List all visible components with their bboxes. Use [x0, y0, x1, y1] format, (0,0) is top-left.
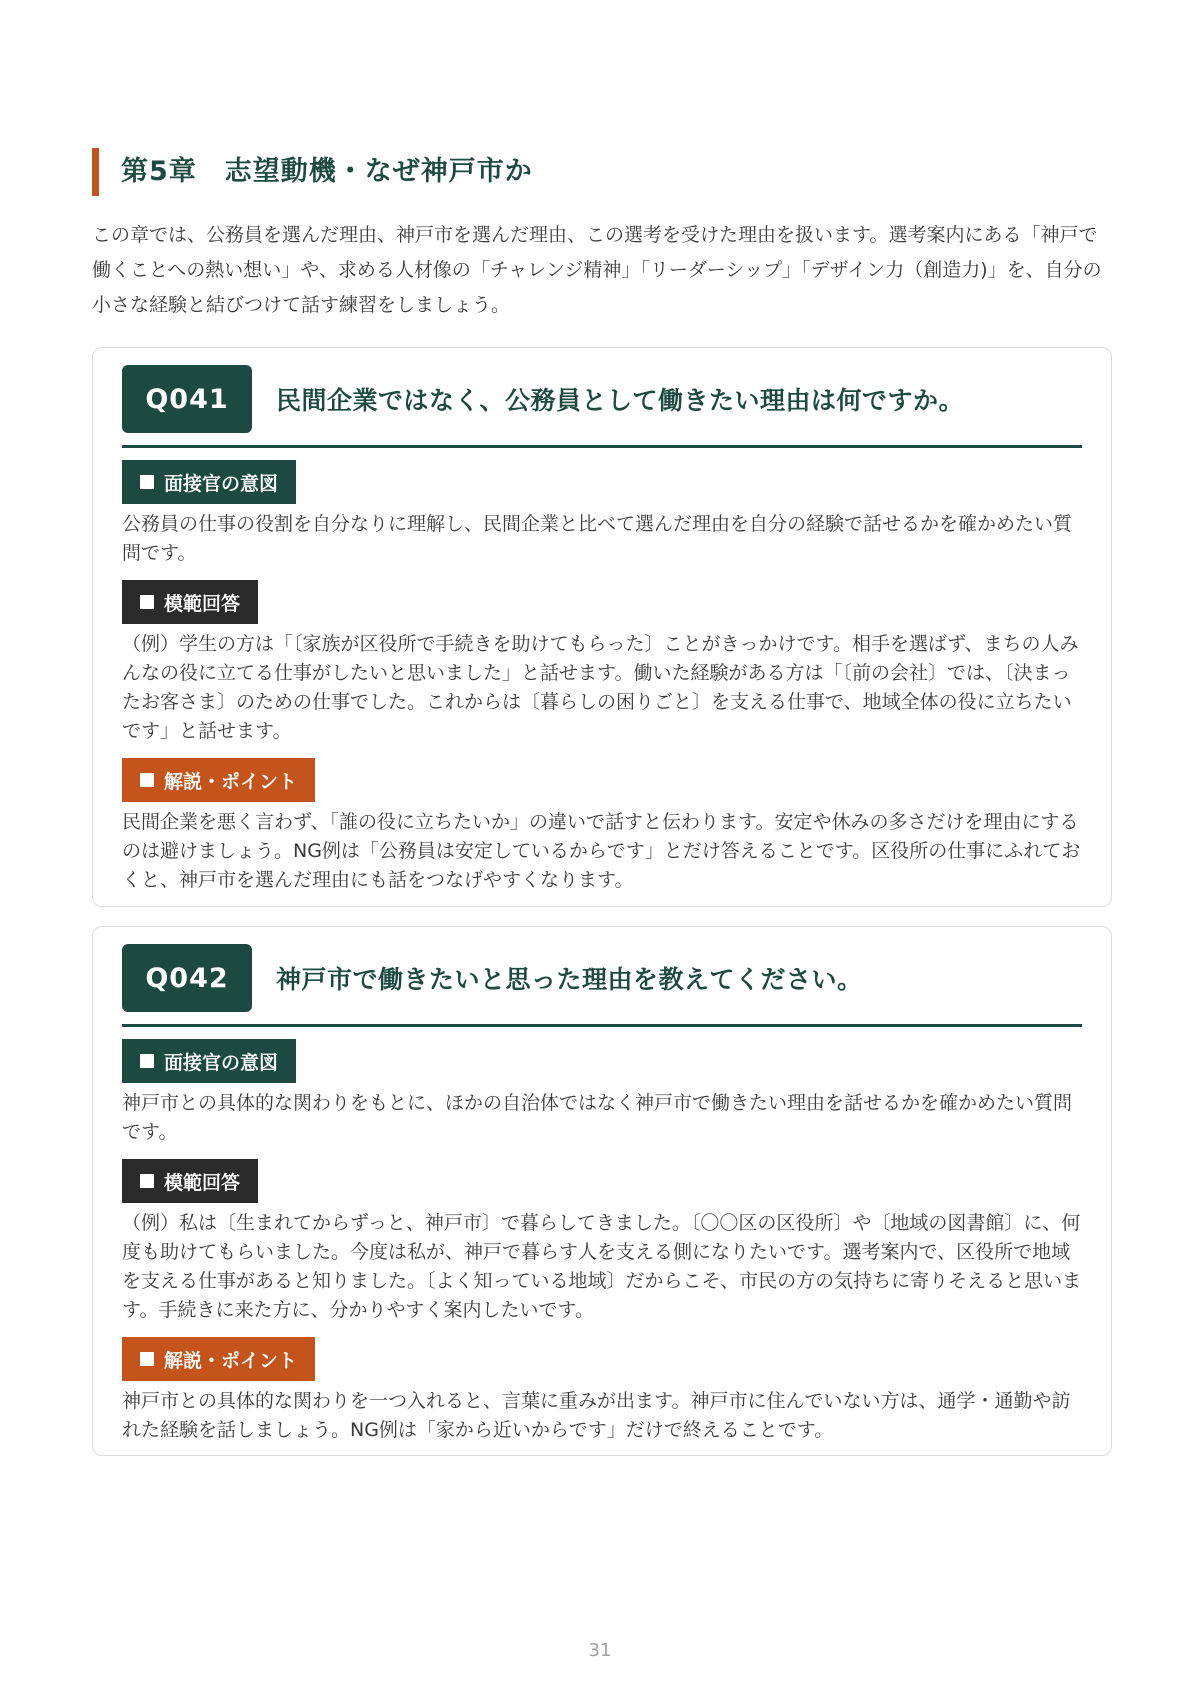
point-label-text: 解説・ポイント — [164, 1349, 298, 1372]
square-bullet-icon — [140, 1174, 154, 1188]
intent-label-text: 面接官の意図 — [164, 472, 279, 495]
model-answer-label — [122, 1159, 258, 1203]
square-bullet-icon — [140, 773, 154, 787]
square-bullet-icon — [140, 595, 154, 609]
point-label-text: 解説・ポイント — [164, 770, 298, 793]
question-text: 神戸市で働きたいと思った理由を教えてください。 — [276, 965, 863, 994]
page-number: 31 — [588, 1640, 612, 1661]
question-number-badge: Q042 — [122, 944, 252, 1012]
model-answer-label-text: 模範回答 — [164, 592, 241, 615]
intent-text: 公務員の仕事の役割を自分なりに理解し、民間企業と比べて選んだ理由を自分の経験で話せるかを確かめたい質問です。 — [122, 513, 1073, 564]
intent-label — [122, 460, 296, 504]
question-number-badge: Q041 — [122, 365, 252, 433]
square-bullet-icon — [140, 1352, 154, 1366]
point-text: 民間企業を悪く言わず、「誰の役に立ちたいか」の違いで話すと伝わります。安定や休みの多さだけを理由にするのは避けましょう。NG例は「公務員は安定しているからです」とだけ答えることです。区役所の仕事にふれておくと、神戸市を選んだ理由にも話をつなげやすくなります。 — [122, 811, 1081, 891]
chapter-title: 第5章 志望動機・なぜ神戸市か — [92, 148, 1112, 196]
model-answer-text: （例）私は〔生まれてからずっと、神戸市〕で暮らしてきました。〔〇〇区の区役所〕や〔地域の図書館〕に、何度も助けてもらいました。今度は私が、神戸で暮らす人を支える側になりたいです。選考案内で、区役所で地域を支える仕事があると知りました。〔よく知っている地域〕だからこそ、市民の方の気持ちに寄りそえると思います。手続きに来た方に、分かりやすく案内したいです。 — [122, 1212, 1082, 1321]
chapter-section — [92, 148, 1112, 323]
model-answer-text: （例）学生の方は「〔家族が区役所で手続きを助けてもらった〕ことがきっかけです。相手を選ばず、まちの人みんなの役に立てる仕事がしたいと思いました」と話せます。働いた経験がある方は「〔前の会社〕では、〔決まったお客さま〕のための仕事でした。これからは〔暮らしの困りごと〕を支える仕事で、地域全体の役に立ちたいです」と話せます。 — [122, 633, 1079, 742]
intent-text: 神戸市との具体的な関わりをもとに、ほかの自治体ではなく神戸市で働きたい理由を話せるかを確かめたい質問です。 — [122, 1092, 1073, 1143]
square-bullet-icon — [140, 1054, 154, 1068]
intent-label-text: 面接官の意図 — [164, 1051, 279, 1074]
question-header — [122, 944, 1082, 1027]
point-text: 神戸市との具体的な関わりを一つ入れると、言葉に重みが出ます。神戸市に住んでいない方は、通学・通勤や訪れた経験を話しましょう。NG例は「家から近いからです」だけで終えることです。 — [122, 1390, 1071, 1441]
point-label — [122, 758, 315, 802]
question-card-q041 — [92, 347, 1112, 907]
question-header — [122, 365, 1082, 448]
chapter-intro: この章では、公務員を選んだ理由、神戸市を選んだ理由、この選考を受けた理由を扱います。選考案内にある「神戸で働くことへの熱い想い」や、求める人材像の「チャレンジ精神」「リーダーシップ」「デザイン力（創造力)」を、自分の小さな経験と結びつけて話す練習をしましょう。 — [92, 224, 1102, 316]
model-answer-label-text: 模範回答 — [164, 1171, 241, 1194]
intent-label — [122, 1039, 296, 1083]
question-text: 民間企業ではなく、公務員として働きたい理由は何ですか。 — [276, 386, 965, 415]
square-bullet-icon — [140, 475, 154, 489]
point-label — [122, 1337, 315, 1381]
model-answer-label — [122, 580, 258, 624]
question-card-q042 — [92, 926, 1112, 1456]
